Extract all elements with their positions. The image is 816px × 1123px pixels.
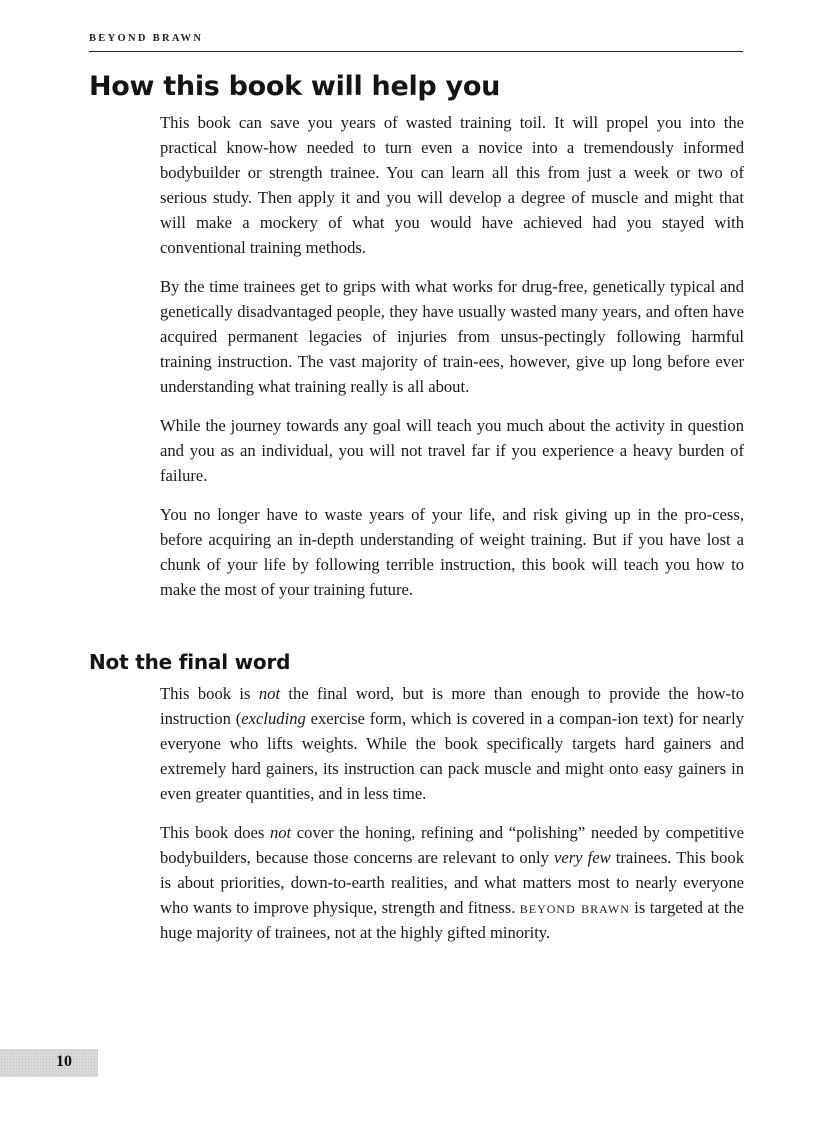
emphasis: excluding: [241, 709, 306, 728]
text-run: the final word, but is more than enough to provide the how-to instruction (: [160, 684, 744, 728]
header-rule: [89, 51, 743, 52]
text-run: cover the honing, refining and “polishing” needed by competitive bodybuilders, because those concerns are relevant to only: [160, 823, 744, 867]
page-number: 10: [56, 1053, 72, 1070]
text-run: This book is: [160, 684, 259, 703]
section-body-final-word: [160, 681, 744, 959]
emphasis: not: [269, 823, 292, 842]
section-body-help: [160, 110, 744, 616]
section-heading-final-word: Not the final word: [89, 650, 291, 674]
book-title-smallcaps: beyond brawn: [519, 898, 630, 917]
paragraph: This book can save you years of wasted training toil. It will propel you into the practical know-how needed to turn even a novice into a tremendously informed bodybuilder or strength trainee. You can learn all this from just a week or two of serious study. Then apply it and you will develop a degree of muscle and might that will make a mockery of what you would have achieved had you stayed with conventional training methods.: [160, 113, 744, 257]
paragraph: [160, 681, 744, 806]
emphasis: not: [258, 684, 281, 703]
page-number-tab: [0, 1049, 98, 1077]
text-run: exercise form, which is covered in a compan-ion text) for nearly everyone who lifts weights. While the book specifically targets hard gainers and extremely hard gainers, its instruction can pack muscle and might onto easy gainers in even greater quantities, and in less time.: [160, 709, 744, 803]
paragraph: By the time trainees get to grips with what works for drug-free, genetically typical and genetically disadvantaged people, they have usually wasted many years, and often have acquired permanent legacies of injuries from unsus-pectingly following harmful training instruction. The vast majority of train-ees, however, give up long before ever understanding what training really is all about.: [160, 277, 744, 396]
text-run: is targeted at the huge majority of trainees, not at the highly gifted minority.: [160, 898, 744, 942]
text-run: This book does: [160, 823, 270, 842]
paragraph: You no longer have to waste years of your life, and risk giving up in the pro-cess, before acquiring an in-depth understanding of weight training. But if you have lost a chunk of your life by following terrible instruction, this book will teach you how to make the most of your training future.: [160, 505, 744, 599]
text-run: trainees. This book is about priorities, down-to-earth realities, and what matters most to nearly everyone who wants to improve physique, strength and fitness.: [160, 848, 744, 917]
section-heading-help: How this book will help you: [89, 71, 501, 102]
paragraph: While the journey towards any goal will teach you much about the activity in question and you as an individual, you will not travel far if you experience a heavy burden of failure.: [160, 416, 744, 485]
paragraph: [160, 820, 744, 945]
emphasis: very few: [553, 848, 611, 867]
running-head: BEYOND BRAWN: [89, 33, 204, 44]
